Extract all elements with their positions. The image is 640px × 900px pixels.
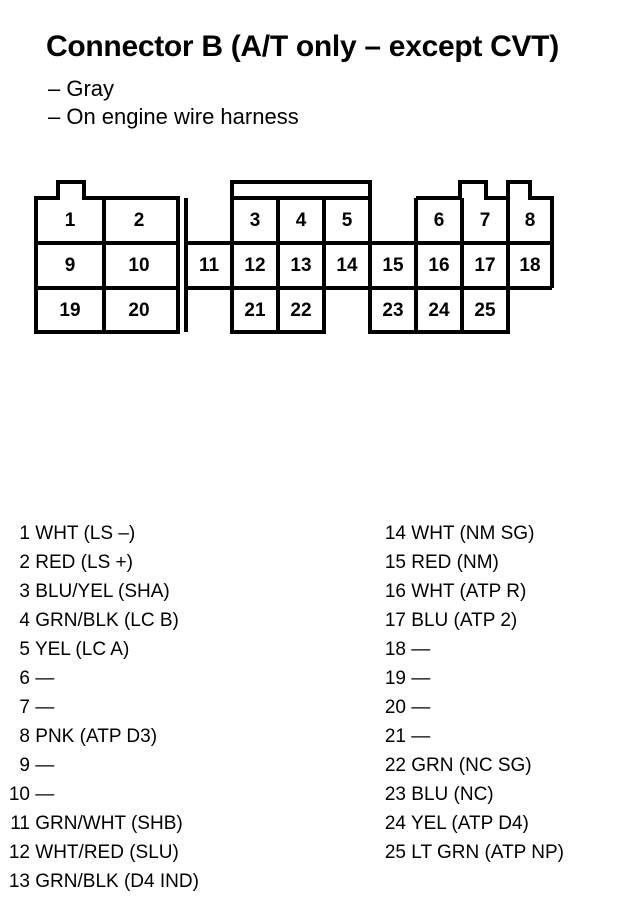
pin-label: 7 — [479, 210, 491, 231]
legend-row — [0, 784, 54, 806]
legend-pin-number: 17 — [384, 610, 406, 631]
pin-label: 8 — [524, 210, 536, 231]
legend-pin-number: 12 — [8, 842, 30, 863]
legend-pin-number: 13 — [8, 871, 30, 892]
pin-label: 16 — [428, 255, 450, 276]
legend-wire: — — [411, 639, 431, 660]
legend-wire: WHT (NM SG) — [411, 523, 535, 544]
legend-pin-number: 1 — [19, 523, 30, 544]
legend-pin-number: 21 — [384, 726, 406, 747]
legend-pin-number: 11 — [10, 813, 30, 834]
legend-wire: BLU/YEL (SHA) — [35, 581, 170, 602]
legend-pin-number: 20 — [384, 697, 406, 718]
legend-wire: RED (NM) — [411, 552, 499, 573]
pin-label: 17 — [474, 255, 496, 276]
legend-pin-number: 16 — [384, 581, 406, 602]
legend-pin-number: 2 — [19, 552, 30, 573]
pin-label: 11 — [198, 255, 220, 276]
pin-label: 4 — [295, 210, 307, 231]
legend-row — [0, 581, 170, 603]
legend-wire: — — [35, 697, 55, 718]
pin-label: 21 — [244, 300, 266, 321]
legend-wire: RED (LS +) — [35, 552, 133, 573]
legend-pin-number: 23 — [384, 784, 406, 805]
legend-wire: WHT (ATP R) — [411, 581, 527, 602]
legend-pin-number: 4 — [19, 610, 30, 631]
legend-wire: GRN (NC SG) — [411, 755, 532, 776]
legend-row — [0, 697, 54, 719]
pin-label: 19 — [59, 300, 81, 321]
legend-pin-number: 25 — [384, 842, 406, 863]
legend-row — [376, 755, 532, 777]
legend-wire: YEL (LC A) — [34, 639, 130, 660]
pin-label: 14 — [336, 255, 358, 276]
legend-row — [376, 813, 529, 835]
pin-label: 18 — [519, 255, 541, 276]
legend-row — [376, 784, 494, 806]
connector-title: Connector B (A/T only – except CVT) — [46, 30, 559, 63]
legend-pin-number: 6 — [19, 668, 30, 689]
legend-wire: GRN/WHT (SHB) — [35, 813, 183, 834]
pin-label: 2 — [133, 210, 145, 231]
legend-wire: LT GRN (ATP NP) — [411, 842, 565, 863]
legend-wire: — — [411, 697, 431, 718]
legend-row — [0, 639, 129, 661]
legend-wire: GRN/BLK (LC B) — [35, 610, 179, 631]
pin-label: 10 — [128, 255, 150, 276]
legend-pin-number: 14 — [384, 523, 406, 544]
legend-pin-number: 18 — [384, 639, 406, 660]
pin-label: 9 — [64, 255, 76, 276]
legend-row — [376, 552, 499, 574]
pin-label: 12 — [244, 255, 266, 276]
legend-row — [376, 581, 526, 603]
legend-pin-number: 24 — [384, 813, 406, 834]
legend-wire: — — [411, 668, 431, 689]
legend-pin-number: 19 — [384, 668, 406, 689]
legend-wire: — — [35, 755, 55, 776]
pin-label: 25 — [474, 300, 496, 321]
legend-row — [376, 697, 430, 719]
legend-wire: BLU (NC) — [411, 784, 494, 805]
legend-row — [0, 813, 183, 835]
pin-label: 3 — [249, 210, 261, 231]
location-note: – On engine wire harness — [48, 104, 299, 129]
legend-wire: PNK (ATP D3) — [35, 726, 158, 747]
pin-label: 6 — [433, 210, 445, 231]
legend-row — [376, 842, 564, 864]
legend-row — [0, 668, 54, 690]
legend-row — [376, 668, 430, 690]
legend-wire: — — [35, 784, 55, 805]
legend-row — [0, 842, 179, 864]
legend-wire: — — [35, 668, 55, 689]
legend-row — [376, 639, 430, 661]
legend-pin-number: 10 — [8, 784, 30, 805]
legend-pin-number: 15 — [384, 552, 406, 573]
legend-row — [0, 726, 157, 748]
legend-pin-number: 22 — [384, 755, 406, 776]
pin-label: 24 — [428, 300, 450, 321]
pin-label: 15 — [382, 255, 404, 276]
legend-row — [0, 610, 179, 632]
legend-pin-number: 9 — [19, 755, 30, 776]
legend-wire: YEL (ATP D4) — [410, 813, 529, 834]
color-note: – Gray — [48, 76, 115, 101]
pin-label: 20 — [128, 300, 150, 321]
legend-row — [376, 726, 430, 748]
legend-pin-number: 3 — [19, 581, 30, 602]
legend-wire: WHT (LS –) — [35, 523, 136, 544]
pin-label: 22 — [290, 300, 312, 321]
legend-row — [0, 552, 133, 574]
legend-pin-number: 5 — [19, 639, 30, 660]
pin-label: 1 — [64, 210, 76, 231]
legend-pin-number: 8 — [19, 726, 30, 747]
legend-row — [0, 523, 135, 545]
pin-label: 13 — [290, 255, 312, 276]
legend-pin-number: 7 — [19, 697, 30, 718]
legend-row — [376, 523, 534, 545]
legend-wire: BLU (ATP 2) — [411, 610, 518, 631]
legend-row — [0, 871, 199, 893]
legend-row — [0, 755, 54, 777]
legend-wire: GRN/BLK (D4 IND) — [35, 871, 199, 892]
pin-label: 5 — [341, 210, 353, 231]
legend-wire: — — [411, 726, 431, 747]
pin-label: 23 — [382, 300, 404, 321]
legend-wire: WHT/RED (SLU) — [35, 842, 179, 863]
legend-row — [376, 610, 517, 632]
